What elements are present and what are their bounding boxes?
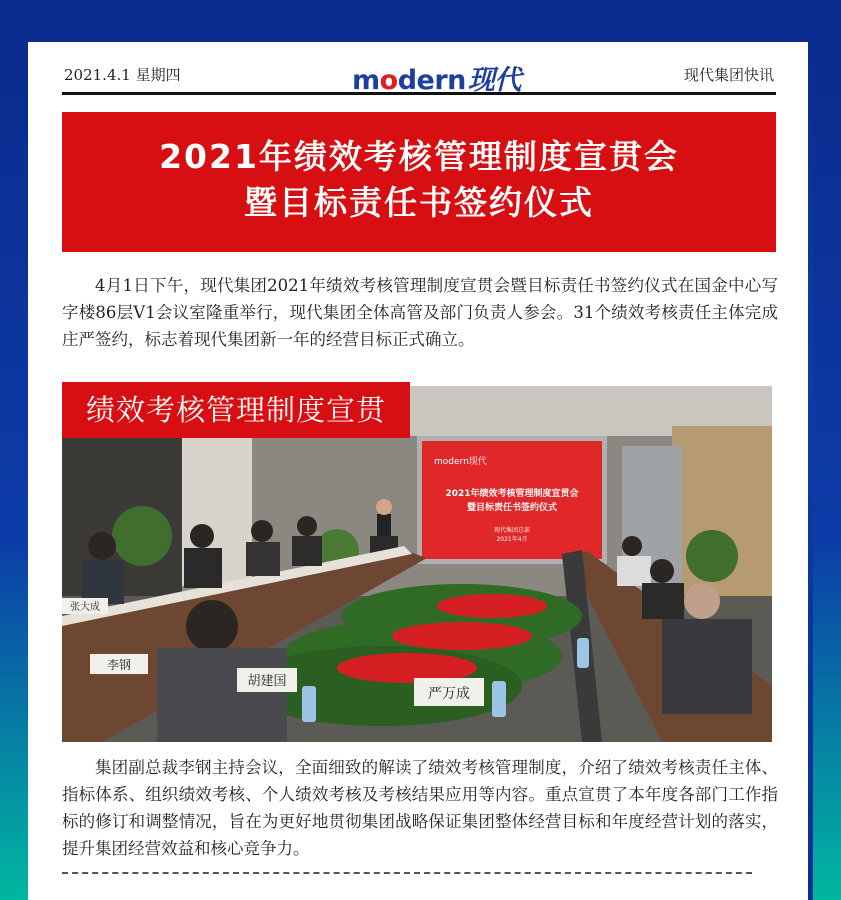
screen-organizer: 现代集团总部 xyxy=(493,527,531,534)
issue-date: 2021.4.1 星期四 xyxy=(64,66,181,84)
body-paragraph: 集团副总裁李钢主持会议，全面细致的解读了绩效考核管理制度，介绍了绩效考核责任主体、指标体系、组织绩效考核、个人绩效考核及考核结果应用等内容。重点宣贯了本年度各部门工作指标的修订和调整情况，旨在为更好地贯彻集团战略保证集团整体经营目标和年度经营计划的落实，提升集团经营效益和核心竞争力。 xyxy=(62,758,778,858)
meeting-photo-illustration xyxy=(62,386,772,742)
screen-title-line-1: 2021年绩效考核管理制度宣贯会 xyxy=(445,489,579,499)
logo-text-cn: 现代 xyxy=(467,65,521,96)
left-border-decoration xyxy=(0,0,28,900)
intro-paragraph: 4月1日下午，现代集团2021年绩效考核管理制度宣贯会暨目标责任书签约仪式在国金中心写字楼86层V1会议室隆重举行，现代集团全体高管及部门负责人参会。31个绩效考核责任主体完成庄严签约，标志着现代集团新一年的经营目标正式确立。 xyxy=(62,276,778,349)
nameplate-1: 李钢 xyxy=(106,658,132,672)
section-heading: 绩效考核管理制度宣贯 xyxy=(62,382,410,438)
headline-line-2: 暨目标责任书签约仪式 xyxy=(244,183,594,222)
headline-line-1: 2021年绩效考核管理制度宣贯会 xyxy=(159,137,679,176)
logo-text-dern: dern xyxy=(397,65,466,96)
meeting-photo xyxy=(62,386,772,742)
screen-logo: modern现代 xyxy=(434,457,487,467)
publication-name: 现代集团快讯 xyxy=(683,66,774,84)
headline-banner xyxy=(62,112,776,252)
logo-text-m: m xyxy=(352,65,380,96)
screen-title-line-2: 暨目标责任书签约仪式 xyxy=(466,503,558,513)
nameplate-4: 张大成 xyxy=(70,602,100,613)
nameplate-3: 严万成 xyxy=(428,686,470,702)
newsletter-page xyxy=(28,42,808,900)
right-border-decoration xyxy=(813,0,841,900)
brand-logo xyxy=(352,58,521,97)
masthead xyxy=(62,58,776,95)
dashed-divider xyxy=(62,872,752,874)
logo-text-o: o xyxy=(379,65,398,96)
nameplate-2: 胡建国 xyxy=(247,674,287,689)
screen-date: 2021年4月 xyxy=(496,536,528,543)
